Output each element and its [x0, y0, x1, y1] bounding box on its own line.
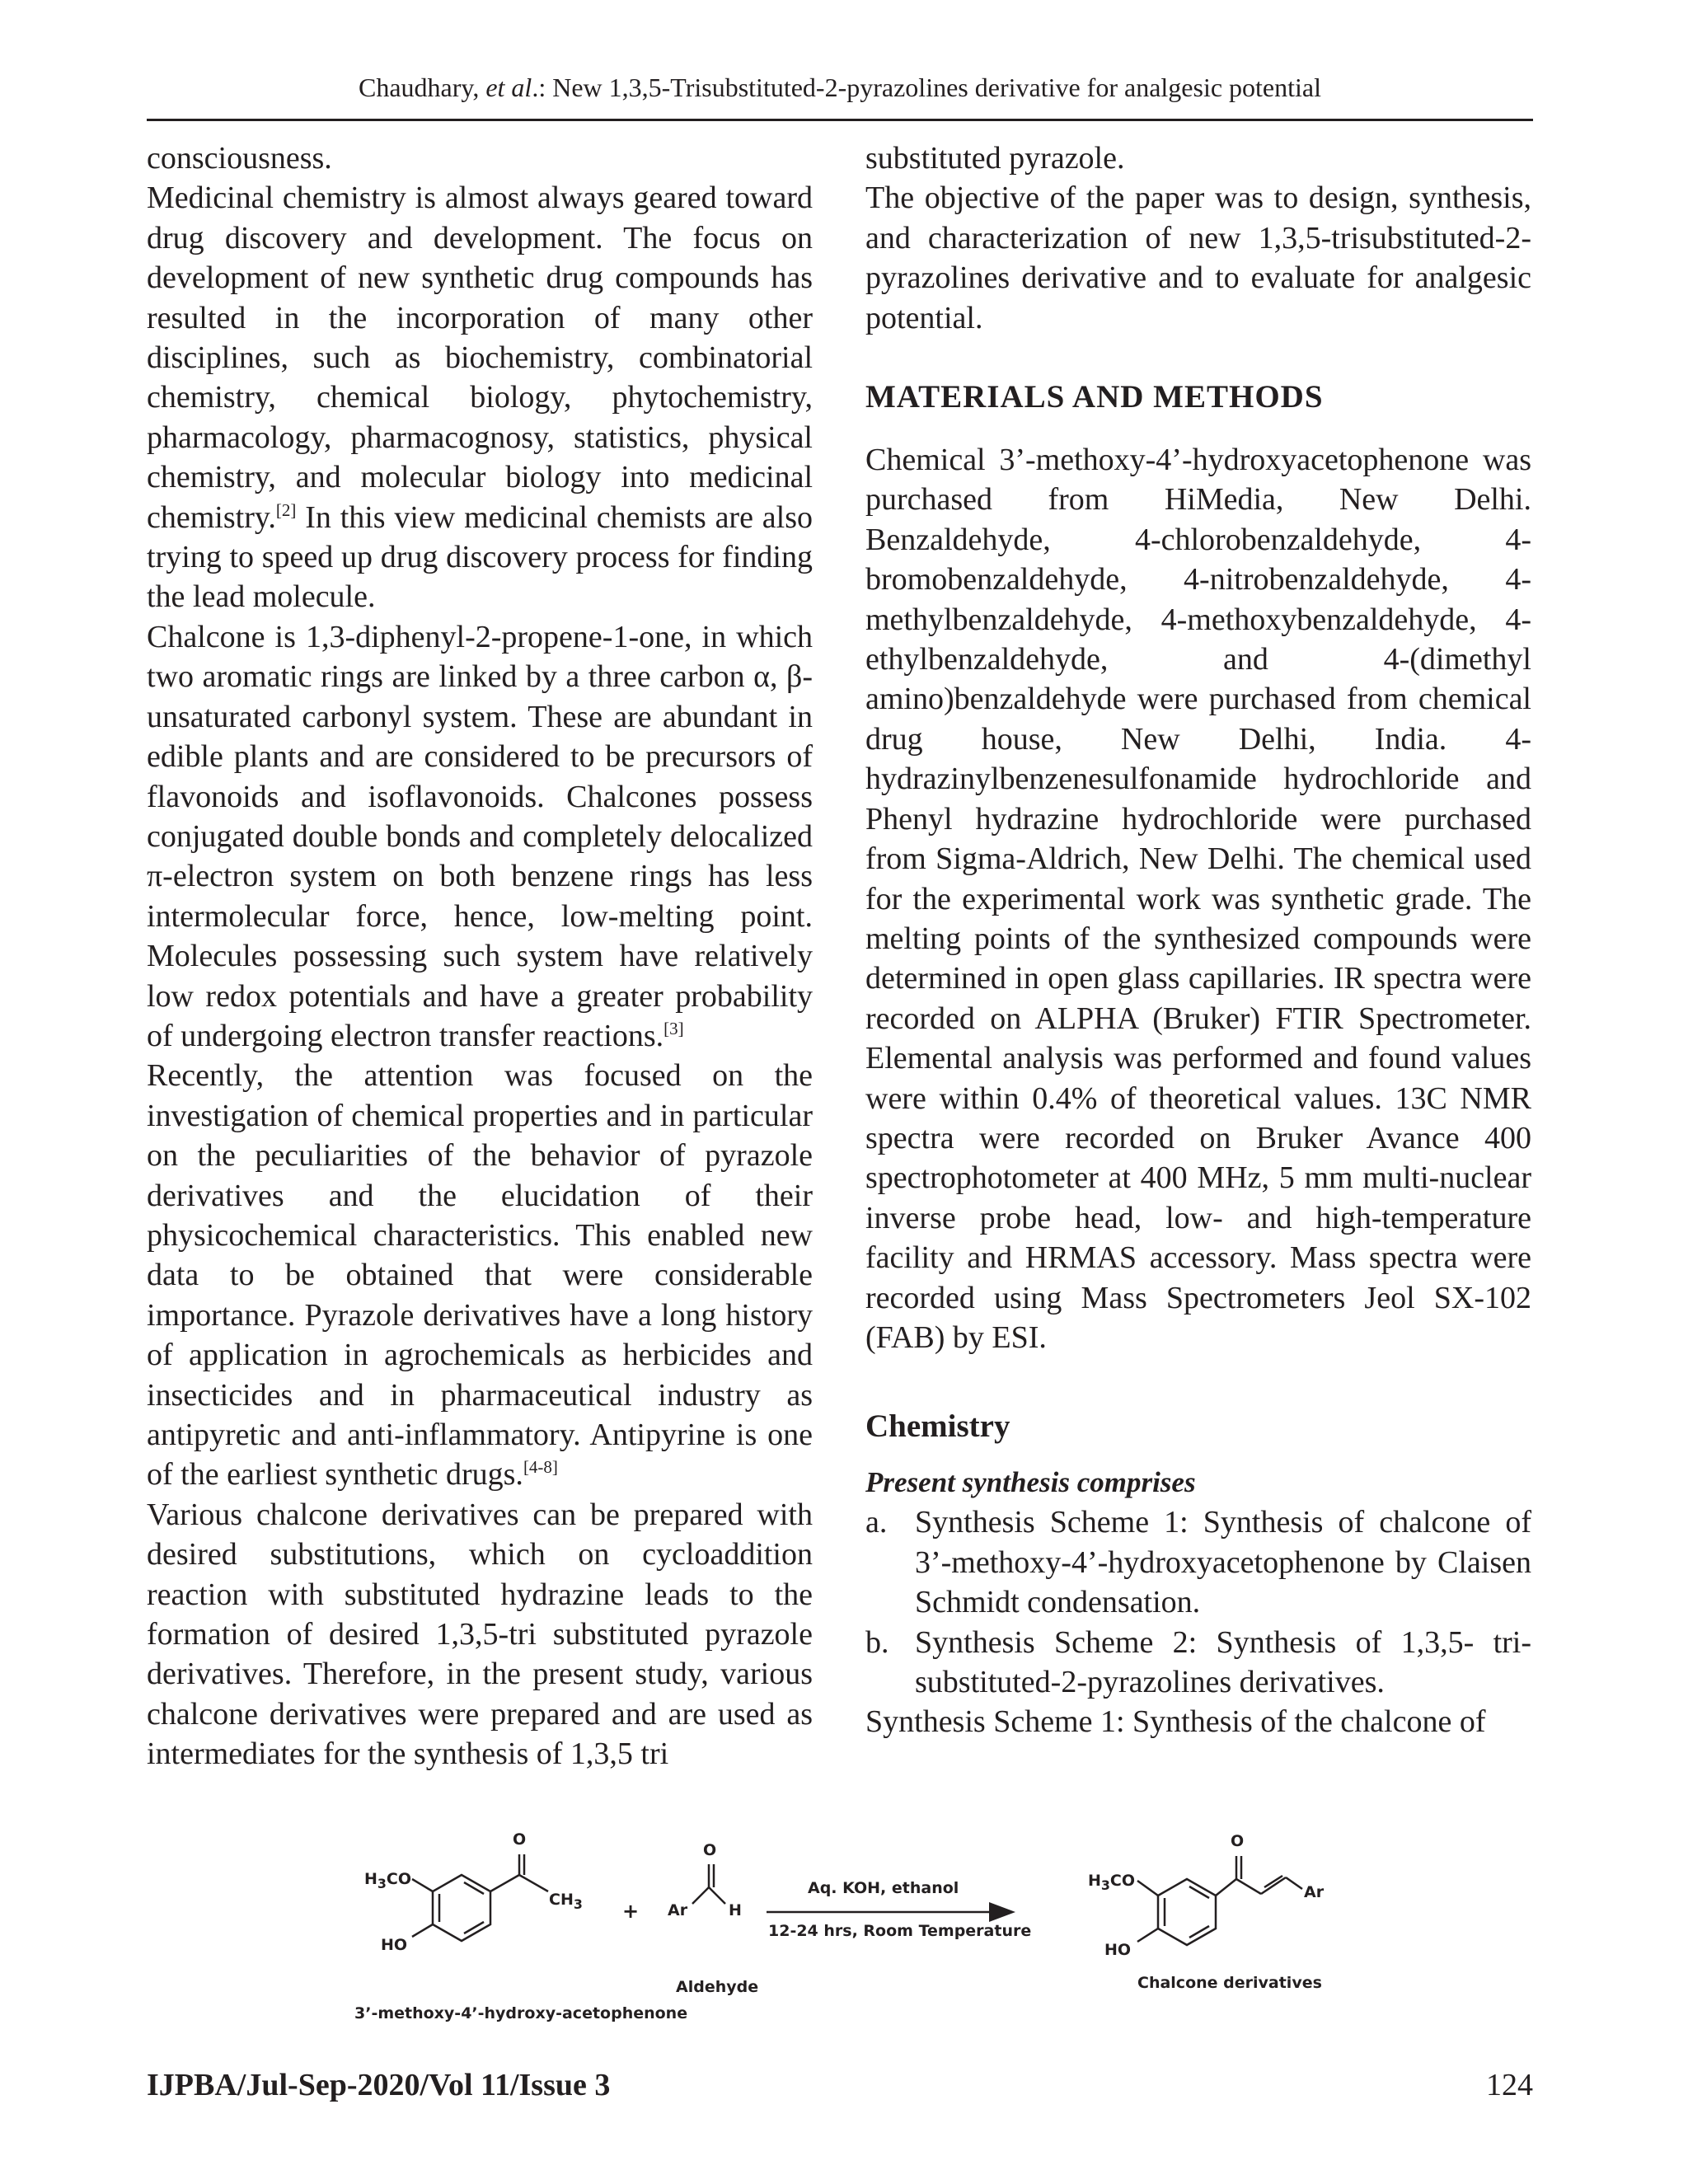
paragraph-text: Recently, the attention was focused on the investigation of chemical properties and in particular on the peculiarities of the behavior of pyrazole derivatives and the elucidation of their physicochemical characteristics. This enabled new data to be obtained that were considerable importance. Pyrazole derivatives have a long history of application in agrochemicals as herbicides and insecticides and in pharmaceutical industry as antipyretic and anti-inflammatory. Antipyrine is one of the earliest synthetic drugs. [147, 1058, 813, 1493]
compound-label: Aldehyde [676, 1978, 759, 1996]
atom-label: Ar [1304, 1883, 1325, 1901]
atom-subscript: 3 [573, 1896, 583, 1912]
paragraph [147, 1056, 813, 1494]
spacer [865, 338, 1531, 377]
paragraph: substituted pyrazole. [865, 141, 1125, 176]
compound-label: Chalcone derivatives [1137, 1974, 1322, 1992]
left-column [147, 138, 813, 1774]
atom-label: H [364, 1870, 377, 1888]
list-marker: a. [865, 1505, 888, 1540]
list-item [865, 1502, 1531, 1622]
citation-link[interactable]: [3] [663, 1018, 684, 1038]
running-header [147, 71, 1533, 104]
compound-label: 3’-methoxy-4’-hydroxy-acetophenone [354, 2004, 688, 2022]
atom-label: CO [386, 1870, 412, 1888]
atom-subscript: 3 [1100, 1877, 1110, 1893]
reaction-scheme [330, 1821, 1401, 2027]
sub-heading: Chemistry [865, 1408, 1010, 1445]
paragraph [147, 178, 813, 616]
atom-label: Ar [668, 1901, 688, 1919]
atom-label: CO [1109, 1872, 1136, 1890]
paragraph: The objective of the paper was to design, synthesis, and characterization of new 1,3,5-trisubstituted-2-pyrazolines derivative and to evaluate for analgesic potential. [865, 180, 1531, 335]
reaction-condition-bottom: 12-24 hrs, Room Temperature [768, 1922, 1032, 1940]
list-text: Synthesis Scheme 1: Synthesis of chalcone of 3’-methoxy-4’-hydroxyacetophenone by Claisen Schmidt condensation. [915, 1505, 1531, 1620]
paragraph: consciousness. [147, 141, 332, 176]
list-item [865, 1623, 1531, 1703]
page-number: 124 [1486, 2068, 1533, 2102]
header-authors: Chaudhary, [359, 73, 486, 102]
benzene-ring [1158, 1879, 1216, 1945]
atom-label: H [729, 1901, 742, 1919]
list-text: Synthesis Scheme 2: Synthesis of 1,3,5- tri-substituted-2-pyrazolines derivatives. [915, 1624, 1531, 1699]
citation-link[interactable]: [2] [275, 499, 297, 520]
atom-label: HO [381, 1936, 408, 1954]
paragraph: Synthesis Scheme 1: Synthesis of the chalcone of [865, 1704, 1486, 1740]
atom-label: CH [549, 1891, 574, 1909]
citation-link[interactable]: [4-8] [523, 1457, 558, 1478]
atom-label: O [513, 1830, 527, 1849]
section-heading: MATERIALS AND METHODS [865, 379, 1324, 415]
atom-label: O [1231, 1832, 1245, 1850]
header-title: .: New 1,3,5-Trisubstituted-2-pyrazolines derivative for analgesic potential [532, 73, 1321, 102]
reaction-condition-top: Aq. KOH, ethanol [808, 1879, 959, 1897]
benzene-ring [433, 1875, 490, 1941]
paragraph-text: Medicinal chemistry is almost always geared toward drug discovery and development. The focus on development of new synthetic drug compounds has resulted in the incorporation of many other disciplines, such as biochemistry, combinatorial chemistry, chemical biology, phytochemistry, pharmacology, pharmacognosy, statistics, physical chemistry, and molecular biology into medicinal chemistry. [147, 180, 813, 535]
atom-label: O [703, 1841, 717, 1859]
paragraph: Chemical 3’-methoxy-4’-hydroxyacetophenone was purchased from HiMedia, New Delhi. Benzaldehyde, 4-chlorobenzaldehyde, 4-bromobenzaldehyde, 4-nitrobenzaldehyde, 4-methylbenzaldehyde, 4-methoxybenzaldehyde, 4-ethylbenzaldehyde, and 4-(dimethyl amino)benzaldehyde were purchased from chemical drug house, New Delhi, India. 4-hydrazinylbenzenesulfonamide hydrochloride and Phenyl hydrazine hydrochloride were purchased from Sigma-Aldrich, New Delhi. The chemical used for the experimental work was synthetic grade. The melting points of the synthesized compounds were determined in open glass capillaries. IR spectra were recorded on ALPHA (Bruker) FTIR Spectrometer. Elemental analysis was performed and found values were within 0.4% of theoretical values. 13C NMR spectra were recorded on Bruker Avance 400 spectrophotometer at 400 MHz, 5 mm multi-nuclear inverse probe head, low- and high-temperature facility and HRMAS accessory. Mass spectra were recorded using Mass Spectrometers Jeol SX-102 (FAB) by ESI. [865, 443, 1531, 1355]
atom-label: HO [1104, 1941, 1132, 1959]
atom-label: H [1088, 1872, 1101, 1890]
header-etal: et al [485, 73, 532, 102]
plus-sign: + [622, 1900, 640, 1923]
atom-subscript: 3 [377, 1875, 387, 1891]
list-marker: b. [865, 1624, 889, 1660]
atom-label [549, 1891, 583, 1913]
atom-label [364, 1871, 411, 1892]
right-column [865, 138, 1531, 1742]
paragraph-text: Chalcone is 1,3-diphenyl-2-propene-1-one, in which two aromatic rings are linked by a three carbon α, β-unsaturated carbonyl system. These are abundant in edible plants and are considered to be precursors of flavonoids and isoflavonoids. Chalcones possess conjugated double bonds and completely delocalized π-electron system on both benzene rings has less intermolecular force, hence, low-melting point. Molecules possessing such system have relatively low redox potentials and have a greater probability of undergoing electron transfer reactions. [147, 619, 813, 1053]
atom-label [1088, 1872, 1135, 1894]
paragraph: Various chalcone derivatives can be prepared with desired substitutions, which on cycloaddition reaction with substituted hydrazine leads to the formation of desired 1,3,5-tri substituted pyrazole derivatives. Therefore, in the present study, various chalcone derivatives were prepared and are used as intermediates for the synthesis of 1,3,5 tri [147, 1497, 813, 1772]
arrow-head [989, 1902, 1015, 1922]
footer-journal: IJPBA/Jul-Sep-2020/Vol 11/Issue 3 [147, 2068, 611, 2102]
paragraph-text: In this view medicinal chemists are also trying to speed up drug discovery process for finding the lead molecule. [147, 499, 813, 615]
spacer [865, 1357, 1531, 1407]
header-rule [147, 119, 1533, 121]
paragraph [147, 617, 813, 1056]
italic-heading: Present synthesis comprises [865, 1466, 1196, 1499]
